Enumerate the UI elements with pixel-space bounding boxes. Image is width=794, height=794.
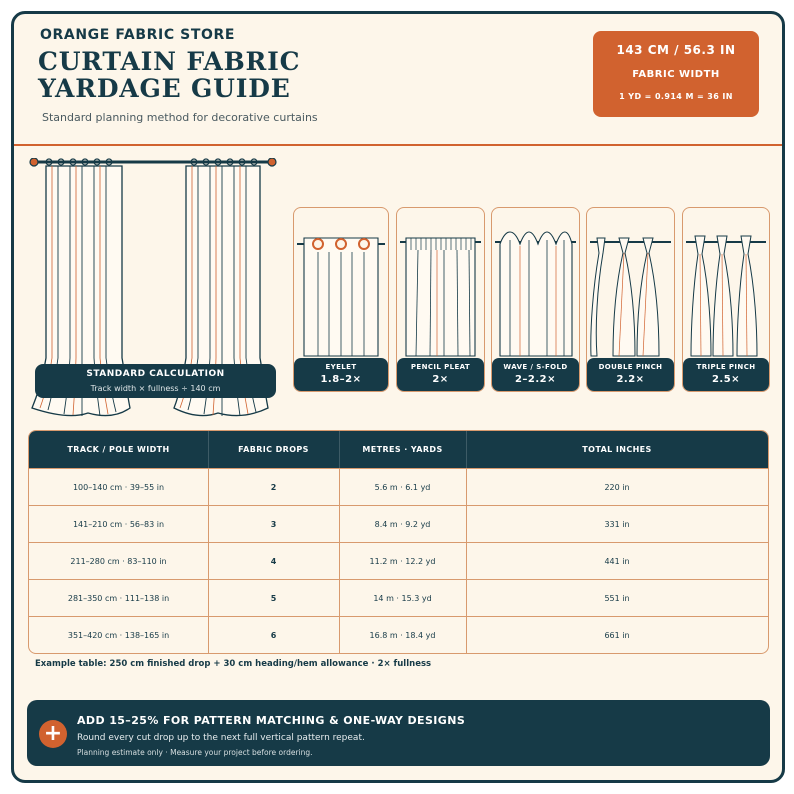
cell-length: 8.4 m · 9.2 yd — [374, 520, 431, 529]
calculation-formula: Track width × fullness ÷ 140 cm — [90, 384, 221, 393]
calculation-title: STANDARD CALCULATION — [86, 369, 225, 379]
table-row — [29, 468, 768, 506]
cell-length: 11.2 m · 12.2 yd — [369, 557, 436, 566]
table-row — [29, 616, 768, 654]
fabric-width-badge — [593, 31, 759, 117]
style-card-wave — [491, 207, 580, 392]
table-row — [29, 505, 768, 543]
standard-calculation-box — [35, 364, 276, 398]
plus-icon: + — [39, 720, 67, 748]
style-label — [397, 358, 484, 391]
table-footnote: Example table: 250 cm finished drop + 30 cm heading/hem allowance · 2× fullness — [35, 659, 432, 669]
cell-inches: 661 in — [604, 631, 630, 640]
cell-width: 281–350 cm · 111–138 in — [67, 594, 170, 603]
cell-width: 100–140 cm · 39–55 in — [72, 483, 165, 492]
style-card-pencil-pleat — [396, 207, 485, 392]
style-label — [683, 358, 769, 391]
style-fullness: 2–2.2× — [514, 374, 557, 385]
yardage-table — [28, 430, 769, 654]
column-divider — [339, 468, 340, 653]
style-name: PENCIL PLEAT — [410, 363, 471, 371]
cell-width: 351–420 cm · 138–165 in — [67, 631, 170, 640]
wave-heading-icon — [492, 208, 579, 358]
style-label — [492, 358, 579, 391]
header-divider — [14, 144, 782, 146]
cell-inches: 551 in — [604, 594, 630, 603]
eyelet-heading-icon — [294, 208, 388, 358]
style-label — [294, 358, 388, 391]
cell-length: 14 m · 15.3 yd — [373, 594, 432, 603]
style-name: WAVE / S-FOLD — [503, 363, 568, 371]
header-divider-line — [339, 431, 340, 468]
table-header — [29, 431, 768, 468]
header-divider-line — [208, 431, 209, 468]
style-name: TRIPLE PINCH — [696, 363, 756, 371]
cell-drops: 2 — [270, 483, 277, 492]
cell-drops: 3 — [270, 520, 277, 529]
cell-drops: 6 — [270, 631, 277, 640]
guide-card — [11, 11, 785, 783]
cell-inches: 220 in — [604, 483, 630, 492]
banner-title: ADD 15–25% FOR PATTERN MATCHING & ONE-WAY DESIGNS — [77, 714, 466, 727]
column-header-drops: FABRIC DROPS — [238, 445, 309, 454]
double-pinch-heading-icon — [587, 208, 674, 358]
style-card-double-pinch — [586, 207, 675, 392]
store-name: ORANGE FABRIC STORE — [40, 27, 236, 43]
fabric-width-label: FABRIC WIDTH — [632, 69, 720, 80]
style-fullness: 2.2× — [616, 374, 645, 385]
unit-conversion: 1 YD = 0.914 M = 36 IN — [619, 92, 733, 101]
style-card-eyelet — [293, 207, 389, 392]
cell-inches: 441 in — [604, 557, 630, 566]
cell-drops: 4 — [270, 557, 277, 566]
page-subtitle: Standard planning method for decorative curtains — [42, 111, 318, 124]
pattern-matching-banner — [27, 700, 770, 766]
style-fullness: 1.8–2× — [320, 374, 362, 385]
banner-disclaimer: Planning estimate only · Measure your project before ordering. — [77, 748, 313, 757]
column-header-inches: TOTAL INCHES — [582, 445, 652, 454]
table-row — [29, 542, 768, 580]
style-fullness: 2× — [432, 374, 449, 385]
cell-width: 141–210 cm · 56–83 in — [72, 520, 165, 529]
cell-drops: 5 — [270, 594, 277, 603]
cell-length: 5.6 m · 6.1 yd — [374, 483, 431, 492]
style-fullness: 2.5× — [711, 374, 741, 385]
column-header-length: METRES · YARDS — [362, 445, 443, 454]
style-name: EYELET — [325, 363, 357, 371]
page-title — [38, 48, 300, 102]
column-header-width: TRACK / POLE WIDTH — [67, 445, 170, 454]
banner-instruction: Round every cut drop up to the next full vertical pattern repeat. — [77, 733, 365, 743]
title-line-1: CURTAIN FABRIC — [38, 47, 301, 76]
cell-length: 16.8 m · 18.4 yd — [369, 631, 436, 640]
pencil-pleat-heading-icon — [397, 208, 484, 358]
style-name: DOUBLE PINCH — [598, 363, 663, 371]
header-divider-line — [466, 431, 467, 468]
style-label — [587, 358, 674, 391]
column-divider — [208, 468, 209, 653]
table-row — [29, 579, 768, 617]
cell-width: 211–280 cm · 83–110 in — [70, 557, 167, 566]
fabric-width-value: 143 CM / 56.3 IN — [616, 43, 736, 57]
column-divider — [466, 468, 467, 653]
cell-inches: 331 in — [604, 520, 630, 529]
title-line-2: YARDAGE GUIDE — [38, 74, 291, 103]
style-card-triple-pinch — [682, 207, 770, 392]
triple-pinch-heading-icon — [683, 208, 769, 358]
